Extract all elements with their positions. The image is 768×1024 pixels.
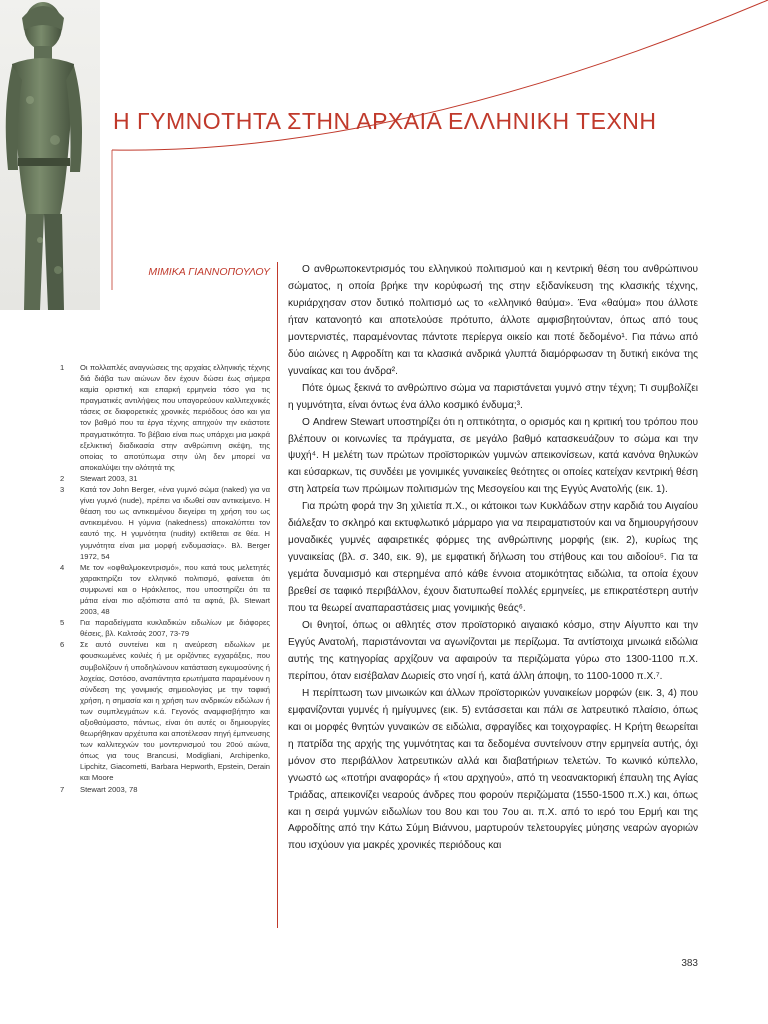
- footnote-text: Κατά τον John Berger, «ένα γυμνό σώμα (naked) για να γίνει γυμνό (nude), πρέπει να ιδωθεί σαν αντικείμενο. Η θέαση του ως αντικειμένου διεγείρει τη χρήση του ως αντικειμένου. Η γύμνια (nakedness) αποκαλύπτει τον εαυτό της. Η γυμνότητα (nudity) εκτίθεται σε θέα. Η γυμνότητα είναι μια μορφή ενδυμασίας». Βλ. Berger 1972, 54: [80, 485, 270, 561]
- body-paragraph: Η περίπτωση των μινωικών και άλλων προϊστορικών γυναικείων μορφών (εικ. 3, 4) που εμφανίζονται γυμνές ή ημίγυμνες (εικ. 5) εντάσσεται και πάλι σε λατρευτικό πλαίσιο, όπως και οι μορφές θνητών γυναικών σε ειδώλια, σφραγίδες και τοιχογραφίες. Η Κρήτη θεωρείται η πατρίδα της αρχής της γυμνότητας και τα δεδομένα συντείνουν στην ερμηνεία αυτής, όχι μόνον στο περιβάλλον λατρευτικών αλλά και διαβατήριων τελετών. Το κωνικό κύπελλο, γνωστό ως «ποτήρι αναφοράς» ή «του αρχηγού», από τη νεοανακτορική έπαυλη της Αγίας Τριάδας, απεικονίζει νεαρούς άνδρες που φορούν περιζώματα (1550-1500 π.Χ.) και, όπως και η σειρά γυμνών ειδωλίων του 8ου και του 7ου αι. π.Χ. από το ιερό του Ερμή και της Αφροδίτης από την Κάτω Σύμη Βιάννου, μαρτυρούν τελετουργίες μύησης νεαρών αγοριών που ισχύουν για μακρές χρονικές περιόδους και: [288, 687, 698, 852]
- footnote: [60, 473, 270, 484]
- footnote: [60, 639, 270, 783]
- footnote-text: Για παραδείγματα κυκλαδικών ειδωλίων με διάφορες θέσεις, βλ. Καλτσάς 2007, 73-79: [80, 618, 270, 639]
- body-paragraph: Ο ανθρωποκεντρισμός του ελληνικού πολιτισμού και η κεντρική θέση του ανθρώπινου σώματος, η οποία βρήκε την κορύφωσή της στην εξιδανίκευση της κλασικής τέχνης, κυριάρχησαν στον δυτικό πολιτισμό ως το «ελληνικό θαύμα». Ένα «θαύμα» που άλλοτε ήταν κατανοητό και αποτελούσε πρότυπο, άλλοτε αμφισβητούνταν, όπως από τους μοντερνιστές, παραμένοντας πάντοτε περίεργα οικείο και ποτέ δεδομένο¹. Για πάνω από δύο αιώνες η Αφροδίτη και τα κλασικά ανδρικά γλυπτά διαμόρφωσαν τη δυτική εικόνα της γυναίκας και του άνδρα².: [288, 264, 698, 377]
- footnote: [60, 562, 270, 617]
- body-paragraph: Ο Andrew Stewart υποστηρίζει ότι η οπτικότητα, ο ορισμός και η κριτική του τρόπου που βλέπουν οι κοινωνίες τα πράγματα, σε μεγάλο βαθμό κατασκευάζουν το σώμα και την ψυχή⁴. Η μελέτη των πρώτων προϊστορικών γυμνών απεικονίσεων, κατά κανόνα θηλυκών και εύσαρκων, τις συνδέει με γονιμικές γυναικείες θεότητες οι οποίες κατείχαν κεντρική θέση στη λατρεία των πρώιμων πολιτισμών της Μεσογείου και της Εγγύς Ανατολής (εικ. 1).: [288, 416, 698, 496]
- footnote-number: 1: [60, 363, 65, 372]
- footnote-text: Με τον «οφθαλμοκεντρισμό», που κατά τους μελετητές χαρακτηρίζει τον ελληνικό πολιτισμό, φαίνεται ότι συμφωνεί και ο Ηράκλειτος, που υποστηρίζει ότι τα μάτια είναι πιο αξιόπιστα από τα αφτιά, βλ. Stewart 2003, 48: [80, 562, 270, 617]
- footnote-number: 2: [60, 473, 65, 483]
- decorative-red-arc: [100, 0, 768, 290]
- body-paragraph: Για πρώτη φορά την 3η χιλιετία π.Χ., οι κάτοικοι των Κυκλάδων στην καρδιά του Αιγαίου διάλεξαν το σκληρό και εκτυφλωτικό μάρμαρο για να πειραματιστούν και να δημιουργήσουν μοναδικές γυμνές αφαιρετικές φόρμες της ανθρώπινης μορφής (εικ. 2), κυρίως της γυναικείας (βλ. σ. 340, εικ. 9), με εμφατική δήλωση του στήθους και του αιδοίου⁵. Για τα γεμάτα δυναμισμό και στερημένα από κάθε έννοια ατομικότητας ειδώλια, τα οποία έχουν βρεθεί σε ταφικό περιβάλλον, έχουν διατυπωθεί πολλές ερμηνείες, με επικρατέστερη αυτήν που τα θεωρεί αναπαραστάσεις μιας γονιμικής θεάς⁶.: [288, 501, 698, 615]
- footnote: [60, 784, 270, 795]
- page-title: Η ΓΥΜΝΟΤΗΤΑ ΣΤΗΝ ΑΡΧΑΙΑ ΕΛΛΗΝΙΚΗ ΤΕΧΝΗ: [113, 108, 657, 134]
- page-number: 383: [681, 958, 698, 969]
- footnote-number: 4: [60, 562, 65, 572]
- author-name: ΜΙΜΙΚΑ ΓΙΑΝΝΟΠΟΥΛΟΥ: [148, 266, 270, 278]
- footnote-text: Οι πολλαπλές αναγνώσεις της αρχαίας ελληνικής τέχνης διά διάβα των αιώνων δεν έχουν δώσει έως σήμερα καμία οριστική και επαρκή ερμηνεία τόσο για τις πραγματικές αντιλήψεις που υπαγορεύουν καλλιτεχνικές τάσεις σε διαφορετικές χρονικές περιόδους όσο και για τον βαθμό που τα έργα τέχνης απηχούν την εκάστοτε πραγματικότητα. Το βέβαιο είναι πως υπάρχει μια μακρά εξελικτική διαδικασία στην ανθρώπινη σκέψη, της οποίας το αποτύπωμα στην ύλη δεν μπορεί να αποκαλύψει την ολότητά της: [80, 363, 270, 472]
- body-paragraph: Οι θνητοί, όπως οι αθλητές στον προϊστορικό αιγαιακό κόσμο, στην Αίγυπτο και την Εγγύς Ανατολή, παριστάνονται να αγωνίζονται με περίζωμα. Τα αντίστοιχα μινωικά ειδώλια αυτής της κατηγορίας αρχίζουν να αφαιρούν τα περιζώματα γύρω στο 1300-1100 π.Χ. περίπου, όταν εισέβαλαν Δωριείς στο νησί ή, κατά άλλη άποψη, το 1100-1000 π.Χ.⁷.: [288, 620, 698, 682]
- column-divider: [277, 262, 278, 928]
- footnotes: [60, 362, 270, 795]
- footnote-text: Stewart 2003, 78: [80, 784, 138, 794]
- footnote: [60, 362, 270, 473]
- footnote-text: Σε αυτό συντείνει και η ανεύρεση ειδωλίων με φουσκωμένες κοιλιές ή με οριζόντιες εγχαράξεις, που συμβολίζουν ή υποδηλώνουν κατάσταση εγκυμοσύνης ή λοχείας. Ωστόσο, αναπάντητα ερωτήματα παραμένουν η σύνδεση της γονιμικής σημειολογίας με την ταφική χρήση, η σημασία και η χρήση των ανδρικών ειδώλων ή των συμπλεγμάτων κ.ά. Γεγονός αναμφισβήτητο και αξιοθαύμαστο, πάντως, είναι ότι αυτές οι δημιουργίες θεωρήθηκαν αρχέτυπα και αποτέλεσαν πηγή έμπνευσης των καλλιτεχνών του μοντερνισμού του 20ού αιώνα, όπως για τους Brancusi, Modigliani, Archipenko, Lipchitz, Giacometti, Barbara Hepworth, Epstein, Derain και Moore: [80, 640, 270, 783]
- statue-photo: [0, 0, 100, 310]
- footnote: [60, 484, 270, 562]
- footnote-number: 7: [60, 784, 65, 794]
- article-body: [288, 262, 698, 855]
- footnote-number: 5: [60, 618, 65, 628]
- footnote-number: 3: [60, 485, 65, 495]
- footnote-number: 6: [60, 640, 65, 650]
- body-paragraph: Πότε όμως ξεκινά το ανθρώπινο σώμα να παριστάνεται γυμνό στην τέχνη; Τι συμβολίζει η γυμνότητα, είναι όντως ένα άλλο κοσμικό ένδυμα;³.: [288, 382, 698, 411]
- footnote-text: Stewart 2003, 31: [80, 473, 138, 483]
- footnote: [60, 617, 270, 639]
